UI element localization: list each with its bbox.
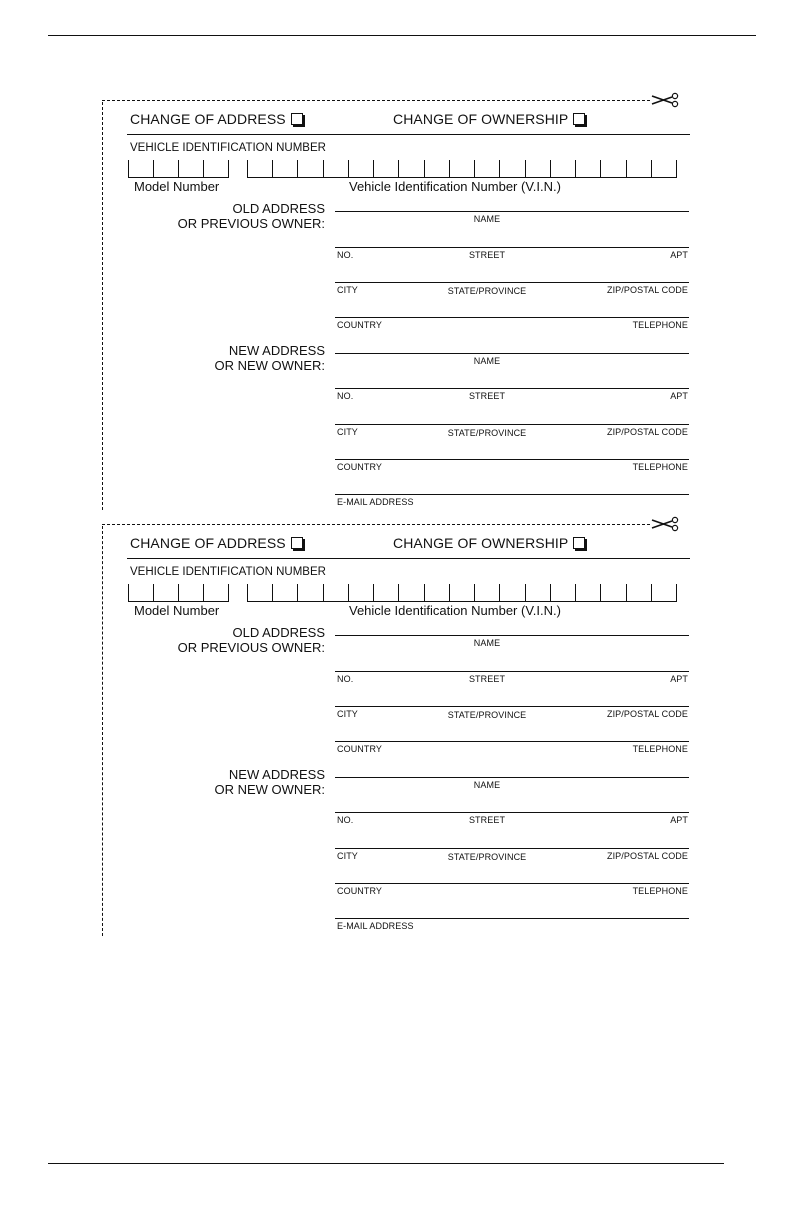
vin-box-divider — [575, 584, 576, 601]
vin-box-divider — [449, 584, 450, 601]
change-of-ownership-checkbox[interactable] — [573, 537, 585, 549]
new-country-caption: COUNTRY — [337, 462, 383, 472]
new-city-caption: CITY — [337, 427, 358, 437]
vin-box-divider — [676, 160, 677, 177]
vin-box-divider — [373, 584, 374, 601]
new-apt-caption: APT — [670, 391, 688, 401]
old-name-caption: NAME — [473, 638, 501, 648]
old-name-caption: NAME — [473, 214, 501, 224]
vin-boxes[interactable] — [247, 160, 677, 178]
vin-box-divider — [499, 160, 500, 177]
new-country-field[interactable] — [335, 459, 689, 460]
new-telephone-caption: TELEPHONE — [632, 886, 688, 896]
vin-box-divider — [550, 584, 551, 601]
old-city-caption: CITY — [337, 285, 358, 295]
old-street-caption: STREET — [468, 250, 506, 260]
old-street-field[interactable] — [335, 671, 689, 672]
old-street-caption: STREET — [468, 674, 506, 684]
model-box-divider — [178, 160, 179, 177]
new-address-label — [215, 343, 326, 373]
new-no-caption: NO. — [337, 815, 354, 825]
new-no-caption: NO. — [337, 391, 354, 401]
old-country-field[interactable] — [335, 317, 689, 318]
vin-box-divider — [272, 160, 273, 177]
change-of-address-label: CHANGE OF ADDRESS — [130, 535, 286, 551]
new-city-field[interactable] — [335, 848, 689, 849]
change-of-address-checkbox[interactable] — [291, 537, 303, 549]
vin-box-divider — [499, 584, 500, 601]
vin-boxes[interactable] — [247, 584, 677, 602]
old-name-field[interactable] — [335, 635, 689, 636]
vin-box-divider — [398, 160, 399, 177]
new-name-caption: NAME — [473, 780, 501, 790]
change-of-address-option[interactable] — [130, 535, 303, 551]
new-label-line2: OR NEW OWNER: — [214, 782, 325, 797]
cut-line-top — [102, 524, 650, 525]
vin-box-divider — [348, 584, 349, 601]
change-of-ownership-option[interactable] — [393, 111, 585, 127]
vin-box-divider — [323, 584, 324, 601]
vin-box-divider — [626, 160, 627, 177]
new-telephone-caption: TELEPHONE — [632, 462, 688, 472]
model-box-divider — [228, 160, 229, 177]
vin-box-divider — [550, 160, 551, 177]
new-email-field[interactable] — [335, 918, 689, 919]
old-address-label — [178, 201, 325, 231]
new-city-caption: CITY — [337, 851, 358, 861]
vin-box-divider — [651, 584, 652, 601]
change-of-address-checkbox[interactable] — [291, 113, 303, 125]
vin-box-divider — [474, 160, 475, 177]
model-box-divider — [153, 160, 154, 177]
old-zip-caption: ZIP/POSTAL CODE — [606, 709, 688, 719]
new-name-field[interactable] — [335, 353, 689, 354]
vin-label: Vehicle Identification Number (V.I.N.) — [349, 603, 561, 618]
new-country-caption: COUNTRY — [337, 886, 383, 896]
new-address-label — [215, 767, 326, 797]
vin-box-divider — [575, 160, 576, 177]
new-label-line2: OR NEW OWNER: — [214, 358, 325, 373]
cut-line-side — [102, 102, 103, 510]
new-name-field[interactable] — [335, 777, 689, 778]
vin-box-divider — [424, 160, 425, 177]
scissors-icon — [650, 516, 680, 536]
change-of-ownership-label: CHANGE OF OWNERSHIP — [393, 535, 569, 551]
new-label-line1: NEW ADDRESS — [228, 343, 325, 358]
old-country-caption: COUNTRY — [337, 320, 383, 330]
change-of-address-label: CHANGE OF ADDRESS — [130, 111, 286, 127]
old-no-caption: NO. — [337, 674, 354, 684]
vin-box-divider — [676, 584, 677, 601]
old-city-field[interactable] — [335, 706, 689, 707]
new-street-caption: STREET — [468, 391, 506, 401]
old-label-line1: OLD ADDRESS — [232, 625, 325, 640]
old-no-caption: NO. — [337, 250, 354, 260]
old-country-caption: COUNTRY — [337, 744, 383, 754]
cut-line-side — [102, 526, 103, 936]
new-email-field[interactable] — [335, 494, 689, 495]
old-state-caption: STATE/PROVINCE — [447, 286, 527, 296]
model-box-divider — [128, 160, 129, 177]
vin-title: VEHICLE IDENTIFICATION NUMBER — [130, 142, 326, 154]
vin-box-divider — [525, 160, 526, 177]
model-box-divider — [153, 584, 154, 601]
vin-box-divider — [449, 160, 450, 177]
model-number-boxes[interactable] — [128, 160, 229, 178]
old-city-caption: CITY — [337, 709, 358, 719]
new-city-field[interactable] — [335, 424, 689, 425]
vin-box-divider — [297, 584, 298, 601]
old-name-field[interactable] — [335, 211, 689, 212]
model-box-divider — [203, 584, 204, 601]
vin-box-divider — [323, 160, 324, 177]
change-of-ownership-label: CHANGE OF OWNERSHIP — [393, 111, 569, 127]
new-apt-caption: APT — [670, 815, 688, 825]
model-box-divider — [178, 584, 179, 601]
old-label-line2: OR PREVIOUS OWNER: — [177, 640, 325, 655]
new-street-field[interactable] — [335, 388, 689, 389]
new-email-caption: E-MAIL ADDRESS — [337, 921, 414, 931]
new-country-field[interactable] — [335, 883, 689, 884]
new-email-caption: E-MAIL ADDRESS — [337, 497, 414, 507]
vin-box-divider — [600, 584, 601, 601]
model-box-divider — [203, 160, 204, 177]
old-label-line2: OR PREVIOUS OWNER: — [177, 216, 325, 231]
scissors-icon — [650, 92, 680, 112]
cut-line-top — [102, 100, 650, 101]
vin-title: VEHICLE IDENTIFICATION NUMBER — [130, 566, 326, 578]
top-rule — [48, 35, 756, 36]
header-divider — [127, 134, 690, 135]
vin-box-divider — [600, 160, 601, 177]
model-number-label: Model Number — [134, 603, 220, 618]
vin-box-divider — [651, 160, 652, 177]
change-of-ownership-checkbox[interactable] — [573, 113, 585, 125]
model-box-divider — [228, 584, 229, 601]
new-state-caption: STATE/PROVINCE — [447, 428, 527, 438]
vin-box-divider — [247, 160, 248, 177]
vin-box-divider — [398, 584, 399, 601]
vin-box-divider — [348, 160, 349, 177]
old-apt-caption: APT — [670, 674, 688, 684]
vin-box-divider — [272, 584, 273, 601]
vin-box-divider — [474, 584, 475, 601]
old-telephone-caption: TELEPHONE — [632, 744, 688, 754]
vin-box-divider — [424, 584, 425, 601]
new-label-line1: NEW ADDRESS — [228, 767, 325, 782]
model-number-boxes[interactable] — [128, 584, 229, 602]
old-zip-caption: ZIP/POSTAL CODE — [606, 285, 688, 295]
new-street-field[interactable] — [335, 812, 689, 813]
bottom-rule — [48, 1163, 724, 1164]
new-zip-caption: ZIP/POSTAL CODE — [606, 427, 688, 437]
old-apt-caption: APT — [670, 250, 688, 260]
change-of-ownership-option[interactable] — [393, 535, 585, 551]
new-zip-caption: ZIP/POSTAL CODE — [606, 851, 688, 861]
vin-box-divider — [297, 160, 298, 177]
vin-label: Vehicle Identification Number (V.I.N.) — [349, 179, 561, 194]
header-divider — [127, 558, 690, 559]
old-country-field[interactable] — [335, 741, 689, 742]
old-city-field[interactable] — [335, 282, 689, 283]
vin-box-divider — [626, 584, 627, 601]
old-label-line1: OLD ADDRESS — [232, 201, 325, 216]
vin-box-divider — [373, 160, 374, 177]
old-address-label — [178, 625, 325, 655]
vin-box-divider — [247, 584, 248, 601]
change-of-address-option[interactable] — [130, 111, 303, 127]
new-name-caption: NAME — [473, 356, 501, 366]
new-street-caption: STREET — [468, 815, 506, 825]
vin-box-divider — [525, 584, 526, 601]
model-box-divider — [128, 584, 129, 601]
new-state-caption: STATE/PROVINCE — [447, 852, 527, 862]
model-number-label: Model Number — [134, 179, 220, 194]
old-state-caption: STATE/PROVINCE — [447, 710, 527, 720]
old-street-field[interactable] — [335, 247, 689, 248]
old-telephone-caption: TELEPHONE — [632, 320, 688, 330]
